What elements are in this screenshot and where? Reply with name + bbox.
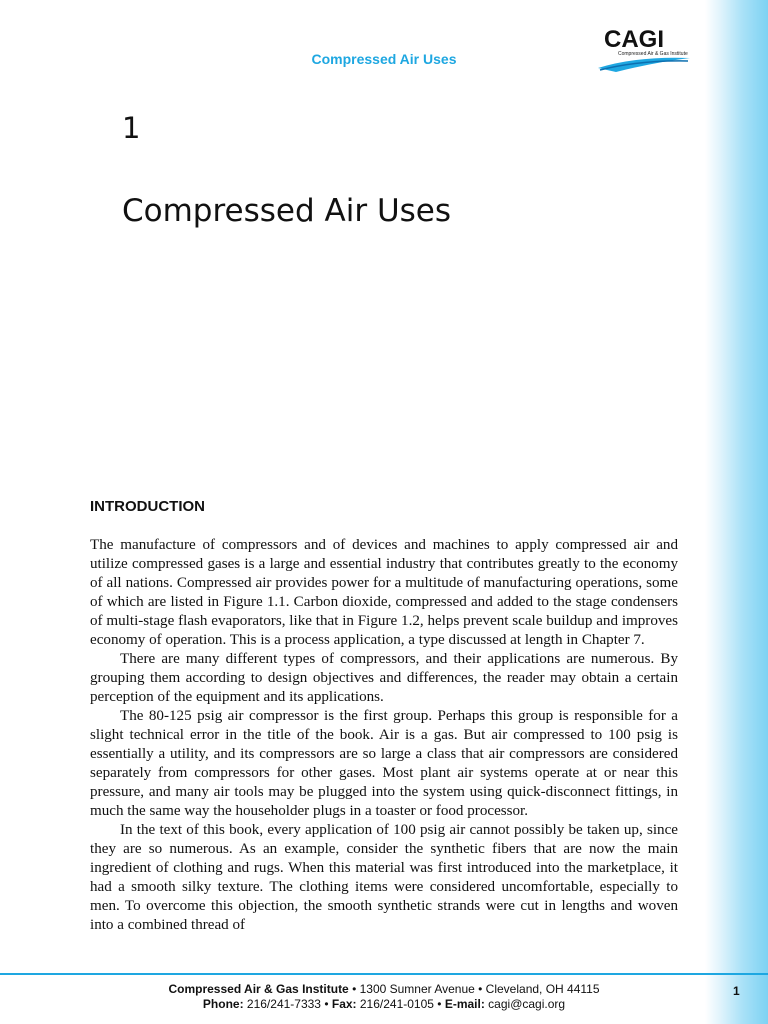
paragraph: The manufacture of compressors and of devices and machines to apply compressed air and utilize compressed gases is a large and essential industry that contributes greatly to the economy of all nations. Compressed air provides power for a multitude of manufacturing operations, some of which are listed in Figure 1.1. Carbon dioxide, compressed and added to the stage condensers of multi-stage flash evaporators, like that in Figure 1.2, helps prevent scale buildup and improves economy of operation. This is a process application, a type discussed at length in Chapter 7. (90, 537, 678, 648)
footer-org: Compressed Air & Gas Institute (168, 982, 349, 996)
footer-email[interactable]: cagi@cagi.org (484, 997, 566, 1011)
body-text (90, 536, 678, 935)
running-header-title: Compressed Air Uses (311, 51, 457, 67)
footer-phone-label: Phone: (202, 997, 244, 1011)
logo-subtext: Compressed Air & Gas Institute (618, 51, 688, 57)
side-color-strip (705, 0, 768, 1024)
footer (0, 982, 768, 1012)
cagi-logo (596, 26, 692, 74)
footer-fax: 216/241-0105 • (356, 997, 445, 1011)
section-heading: INTRODUCTION (90, 498, 205, 515)
footer-email-label: E-mail: (444, 997, 485, 1011)
footer-contact-line (0, 997, 768, 1012)
paragraph: The 80-125 psig air compressor is the first group. Perhaps this group is responsible for a slight technical error in the title of the book. Air is a gas. But air compressed to 100 psig is essentially a utility, and its compressors are so large a class that air compressors are considered separately from compressors for other gases. Most plant air systems operate at or near this pressure, and many air tools may be plugged into the system using quick-disconnect fittings, in much the same way the householder plugs in a toaster or food processor. (90, 708, 678, 819)
page-number: 1 (733, 984, 740, 998)
paragraph: In the text of this book, every application of 100 psig air cannot possibly be taken up, since they are so numerous. As an example, consider the synthetic fibers that are now the main ingredient of clothing and rugs. When this material was first introduced into the marketplace, it had a smooth silky texture. The clothing items were considered uncomfortable, especially to men. To overcome this objection, the smooth synthetic strands were cut in lengths and woven into a combined thread of (90, 822, 678, 933)
footer-fax-label: Fax: (331, 997, 357, 1011)
footer-address-line (0, 982, 768, 997)
chapter-title: Compressed Air Uses (122, 193, 452, 229)
footer-phone: 216/241-7333 • (243, 997, 332, 1011)
paragraph: There are many different types of compressors, and their applications are numerous. By grouping them according to design objectives and differences, the reader may obtain a certain perception of the equipment and its applications. (90, 651, 678, 705)
logo-swoosh-icon (596, 46, 692, 74)
chapter-number: 1 (122, 111, 141, 145)
footer-rule (0, 973, 768, 975)
logo-wordmark: CAGI (604, 26, 664, 53)
footer-address: • 1300 Sumner Avenue • Cleveland, OH 44115 (348, 982, 600, 996)
